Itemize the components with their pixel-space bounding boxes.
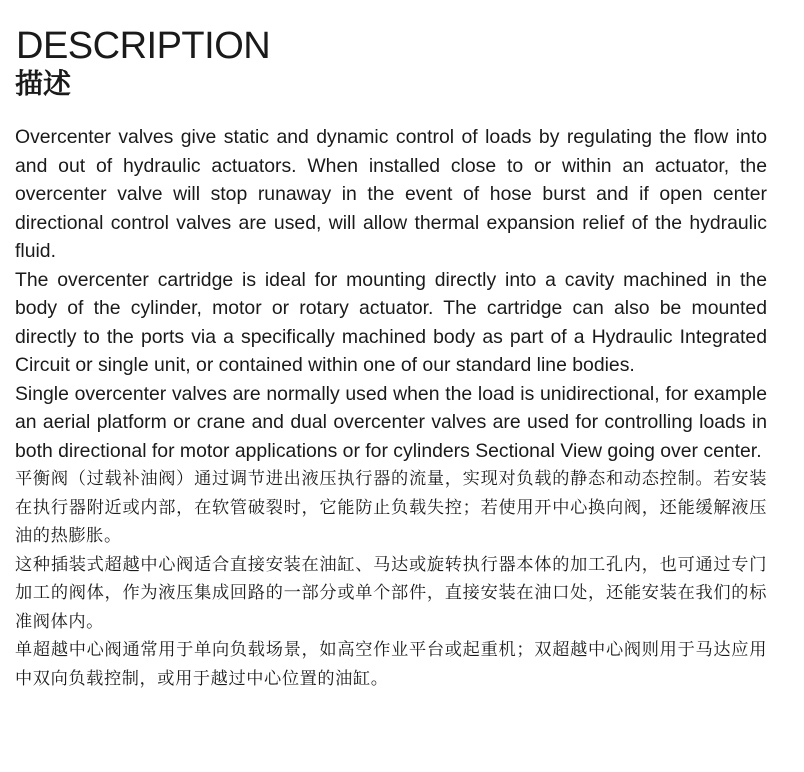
paragraph-en-3: Single overcenter valves are normally used when the load is unidirectional, for example an aerial platform or crane and dual overcenter valves are used for controlling loads in both directional for motor applications or for cylinders Sectional View going over center.	[15, 382, 767, 462]
title-english: DESCRIPTION	[16, 25, 271, 67]
description-body	[15, 123, 767, 693]
paragraph-zh-3: 单超越中心阀通常用于单向负载场景，如高空作业平台或起重机；双超越中心阀则用于马达应用中双向负载控制，或用于越过中心位置的油缸。	[15, 640, 767, 689]
title-chinese: 描述	[15, 67, 72, 100]
paragraph-en-2: The overcenter cartridge is ideal for mounting directly into a cavity machined in the body of the cylinder, motor or rotary actuator. The cartridge can also be mounted directly to the ports via a specifically machined body as part of a Hydraulic Integrated Circuit or single unit, or contained within one of our standard line bodies.	[15, 268, 767, 376]
paragraph-en-1: Overcenter valves give static and dynamic control of loads by regulating the flow into and out of hydraulic actuators. When installed close to or within an actuator, the overcenter valve will stop runaway in the event of hose burst and if open center directional control valves are used, will allow thermal expansion relief of the hydraulic fluid.	[15, 126, 767, 262]
paragraph-zh-2: 这种插装式超越中心阀适合直接安装在油缸、马达或旋转执行器本体的加工孔内，也可通过专门加工的阀体，作为液压集成回路的一部分或单个部件，直接安装在油口处，还能安装在我们的标准阀体内。	[15, 554, 767, 632]
paragraph-zh-1: 平衡阀（过载补油阀）通过调节进出液压执行器的流量，实现对负载的静态和动态控制。若安装在执行器附近或内部，在软管破裂时，它能防止负载失控；若使用开中心换向阀，还能缓解液压油的热膨胀。	[15, 469, 767, 546]
description-document	[15, 26, 767, 693]
